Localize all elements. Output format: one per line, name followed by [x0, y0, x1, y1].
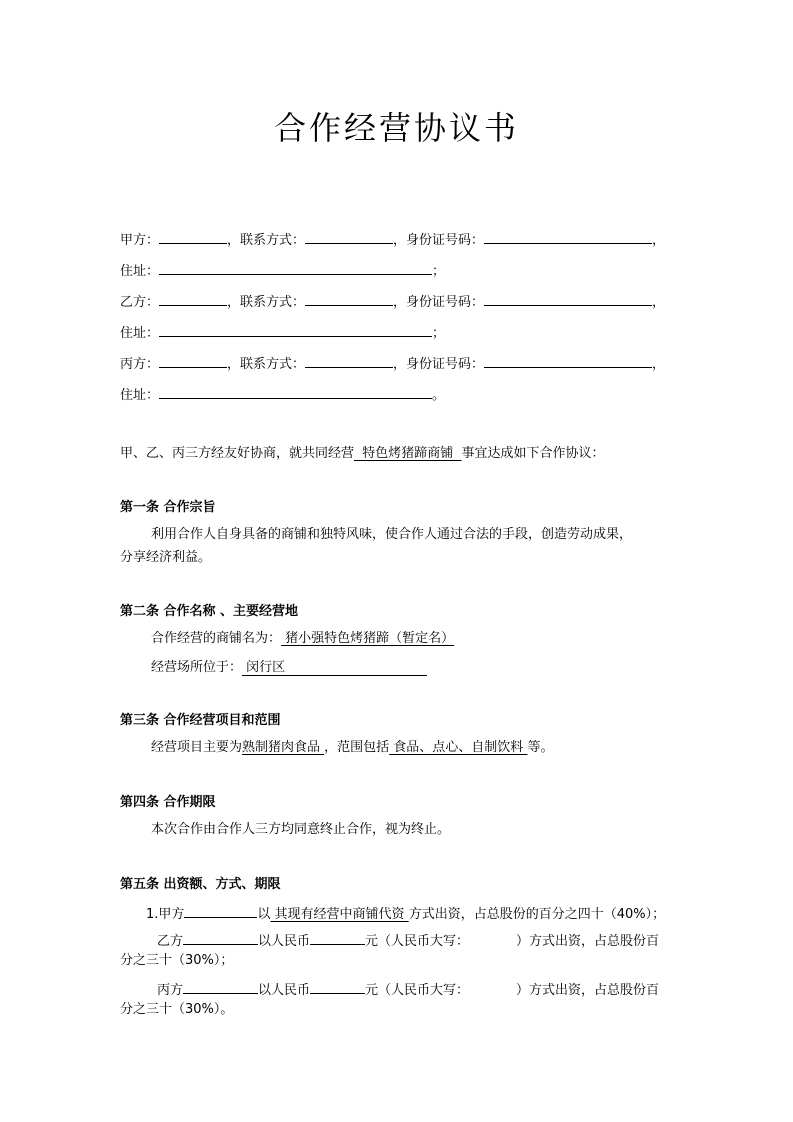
contrib-c-mid: 以人民币: [258, 983, 311, 998]
party-b-address-line: [120, 322, 445, 343]
contrib-a-blank[interactable]: [184, 903, 257, 918]
party-c-address-line: [120, 384, 445, 405]
article-3-post: 等。: [527, 740, 554, 755]
article-5-heading: 第五条 出资额、方式、期限: [120, 877, 281, 892]
party-c-label: 丙方：: [120, 357, 160, 372]
article-1-heading: 第一条 合作宗旨: [120, 500, 216, 515]
article-4-text: 本次合作由合作人三方均同意终止合作，视为终止。: [151, 822, 451, 837]
article-5-party-b-line: [157, 930, 659, 951]
contrib-b-blank[interactable]: [183, 930, 258, 945]
intro-post: 事宜达成如下合作协议：: [461, 446, 605, 461]
party-a-label: 甲方：: [120, 233, 160, 248]
party-c-tail: ，: [652, 357, 666, 372]
contrib-c-label: 丙方: [157, 983, 184, 998]
contrib-a-post: 方式出资，占总股份的百分之四十（40%）；: [408, 907, 666, 922]
intro-pre: 甲、乙、丙三方经友好协商，就共同经营: [120, 446, 355, 461]
party-b-address-label: 住址：: [120, 326, 160, 341]
contrib-b-amount-blank[interactable]: [310, 930, 365, 945]
contrib-a-label: 1.甲方: [146, 907, 185, 922]
party-c-id-blank[interactable]: [484, 353, 652, 368]
intro-paragraph: [120, 445, 605, 463]
party-a-address-end: ；: [432, 264, 446, 279]
intro-business-name: 特色烤猪蹄商铺: [354, 446, 462, 461]
party-a-tail: ，: [652, 233, 666, 248]
party-a-name-blank[interactable]: [159, 229, 227, 244]
article-2-location-line: [151, 659, 427, 677]
party-b-tail: ，: [652, 295, 666, 310]
document-title: 合作经营协议书: [273, 109, 519, 147]
party-b-id-blank[interactable]: [484, 291, 652, 306]
party-a-id-label: ，身份证号码：: [393, 233, 485, 248]
party-c-address-end: 。: [432, 388, 446, 403]
article-3-heading: 第三条 合作经营项目和范围: [120, 713, 281, 728]
contrib-b-post: ）方式出资，占总股份百: [516, 934, 660, 949]
article-4-heading: 第四条 合作期限: [120, 795, 216, 810]
article-3-mid: ，范围包括: [324, 740, 390, 755]
shop-name-value: 猪小强特色烤猪蹄（暂定名）: [281, 631, 455, 646]
party-b-address-blank[interactable]: [159, 322, 432, 337]
party-a-address-label: 住址：: [120, 264, 160, 279]
party-b-line: [120, 291, 665, 312]
article-3-line: [151, 739, 553, 757]
contrib-a-mid: 以: [257, 907, 271, 922]
party-b-address-end: ；: [432, 326, 446, 341]
article-5-party-c-line-2: 分之三十（30%）。: [120, 1002, 234, 1017]
party-c-contact-blank[interactable]: [305, 353, 393, 368]
party-a-contact-label: ，联系方式：: [227, 233, 306, 248]
party-c-id-label: ，身份证号码：: [393, 357, 485, 372]
party-c-name-blank[interactable]: [159, 353, 227, 368]
party-a-contact-blank[interactable]: [305, 229, 393, 244]
party-b-id-label: ，身份证号码：: [393, 295, 485, 310]
party-b-contact-blank[interactable]: [305, 291, 393, 306]
article-5-party-c-line: [157, 979, 659, 1000]
article-2-shop-name-line: [151, 630, 454, 648]
party-b-label: 乙方：: [120, 295, 160, 310]
contrib-c-amount-blank[interactable]: [310, 979, 365, 994]
article-3-pre: 经营项目主要为: [151, 740, 243, 755]
party-c-line: [120, 353, 665, 374]
location-label: 经营场所位于：: [151, 660, 243, 675]
party-b-contact-label: ，联系方式：: [227, 295, 306, 310]
shop-name-label: 合作经营的商铺名为：: [151, 631, 282, 646]
article-5-party-a-line: [146, 903, 665, 924]
party-c-address-label: 住址：: [120, 388, 160, 403]
party-c-address-blank[interactable]: [159, 384, 432, 399]
party-a-id-blank[interactable]: [484, 229, 652, 244]
contrib-b-mid: 以人民币: [258, 934, 311, 949]
party-c-contact-label: ，联系方式：: [227, 357, 306, 372]
party-b-name-blank[interactable]: [159, 291, 227, 306]
article-1-line-1: 利用合作人自身具备的商铺和独特风味，使合作人通过合法的手段，创造劳动成果，: [151, 527, 633, 542]
contrib-c-blank[interactable]: [183, 979, 258, 994]
business-scope: 食品、点心、自制饮料: [389, 740, 528, 755]
article-1-line-2: 分享经济利益。: [120, 550, 212, 565]
business-item: 熟制猪肉食品: [242, 740, 325, 755]
article-5-party-b-line-2: 分之三十（30%）；: [120, 953, 234, 968]
contrib-a-way: 其现有经营中商铺代资: [270, 907, 409, 922]
party-a-line: [120, 229, 665, 250]
party-a-address-line: [120, 260, 445, 281]
location-value: 闵行区: [242, 660, 427, 676]
article-2-heading: 第二条 合作名称 、主要经营地: [120, 604, 299, 619]
party-a-address-blank[interactable]: [159, 260, 432, 275]
contrib-c-yuan: 元（人民币大写：: [365, 983, 470, 998]
contrib-c-post: ）方式出资，占总股份百: [516, 983, 660, 998]
contrib-b-yuan: 元（人民币大写：: [365, 934, 470, 949]
contrib-b-label: 乙方: [157, 934, 184, 949]
